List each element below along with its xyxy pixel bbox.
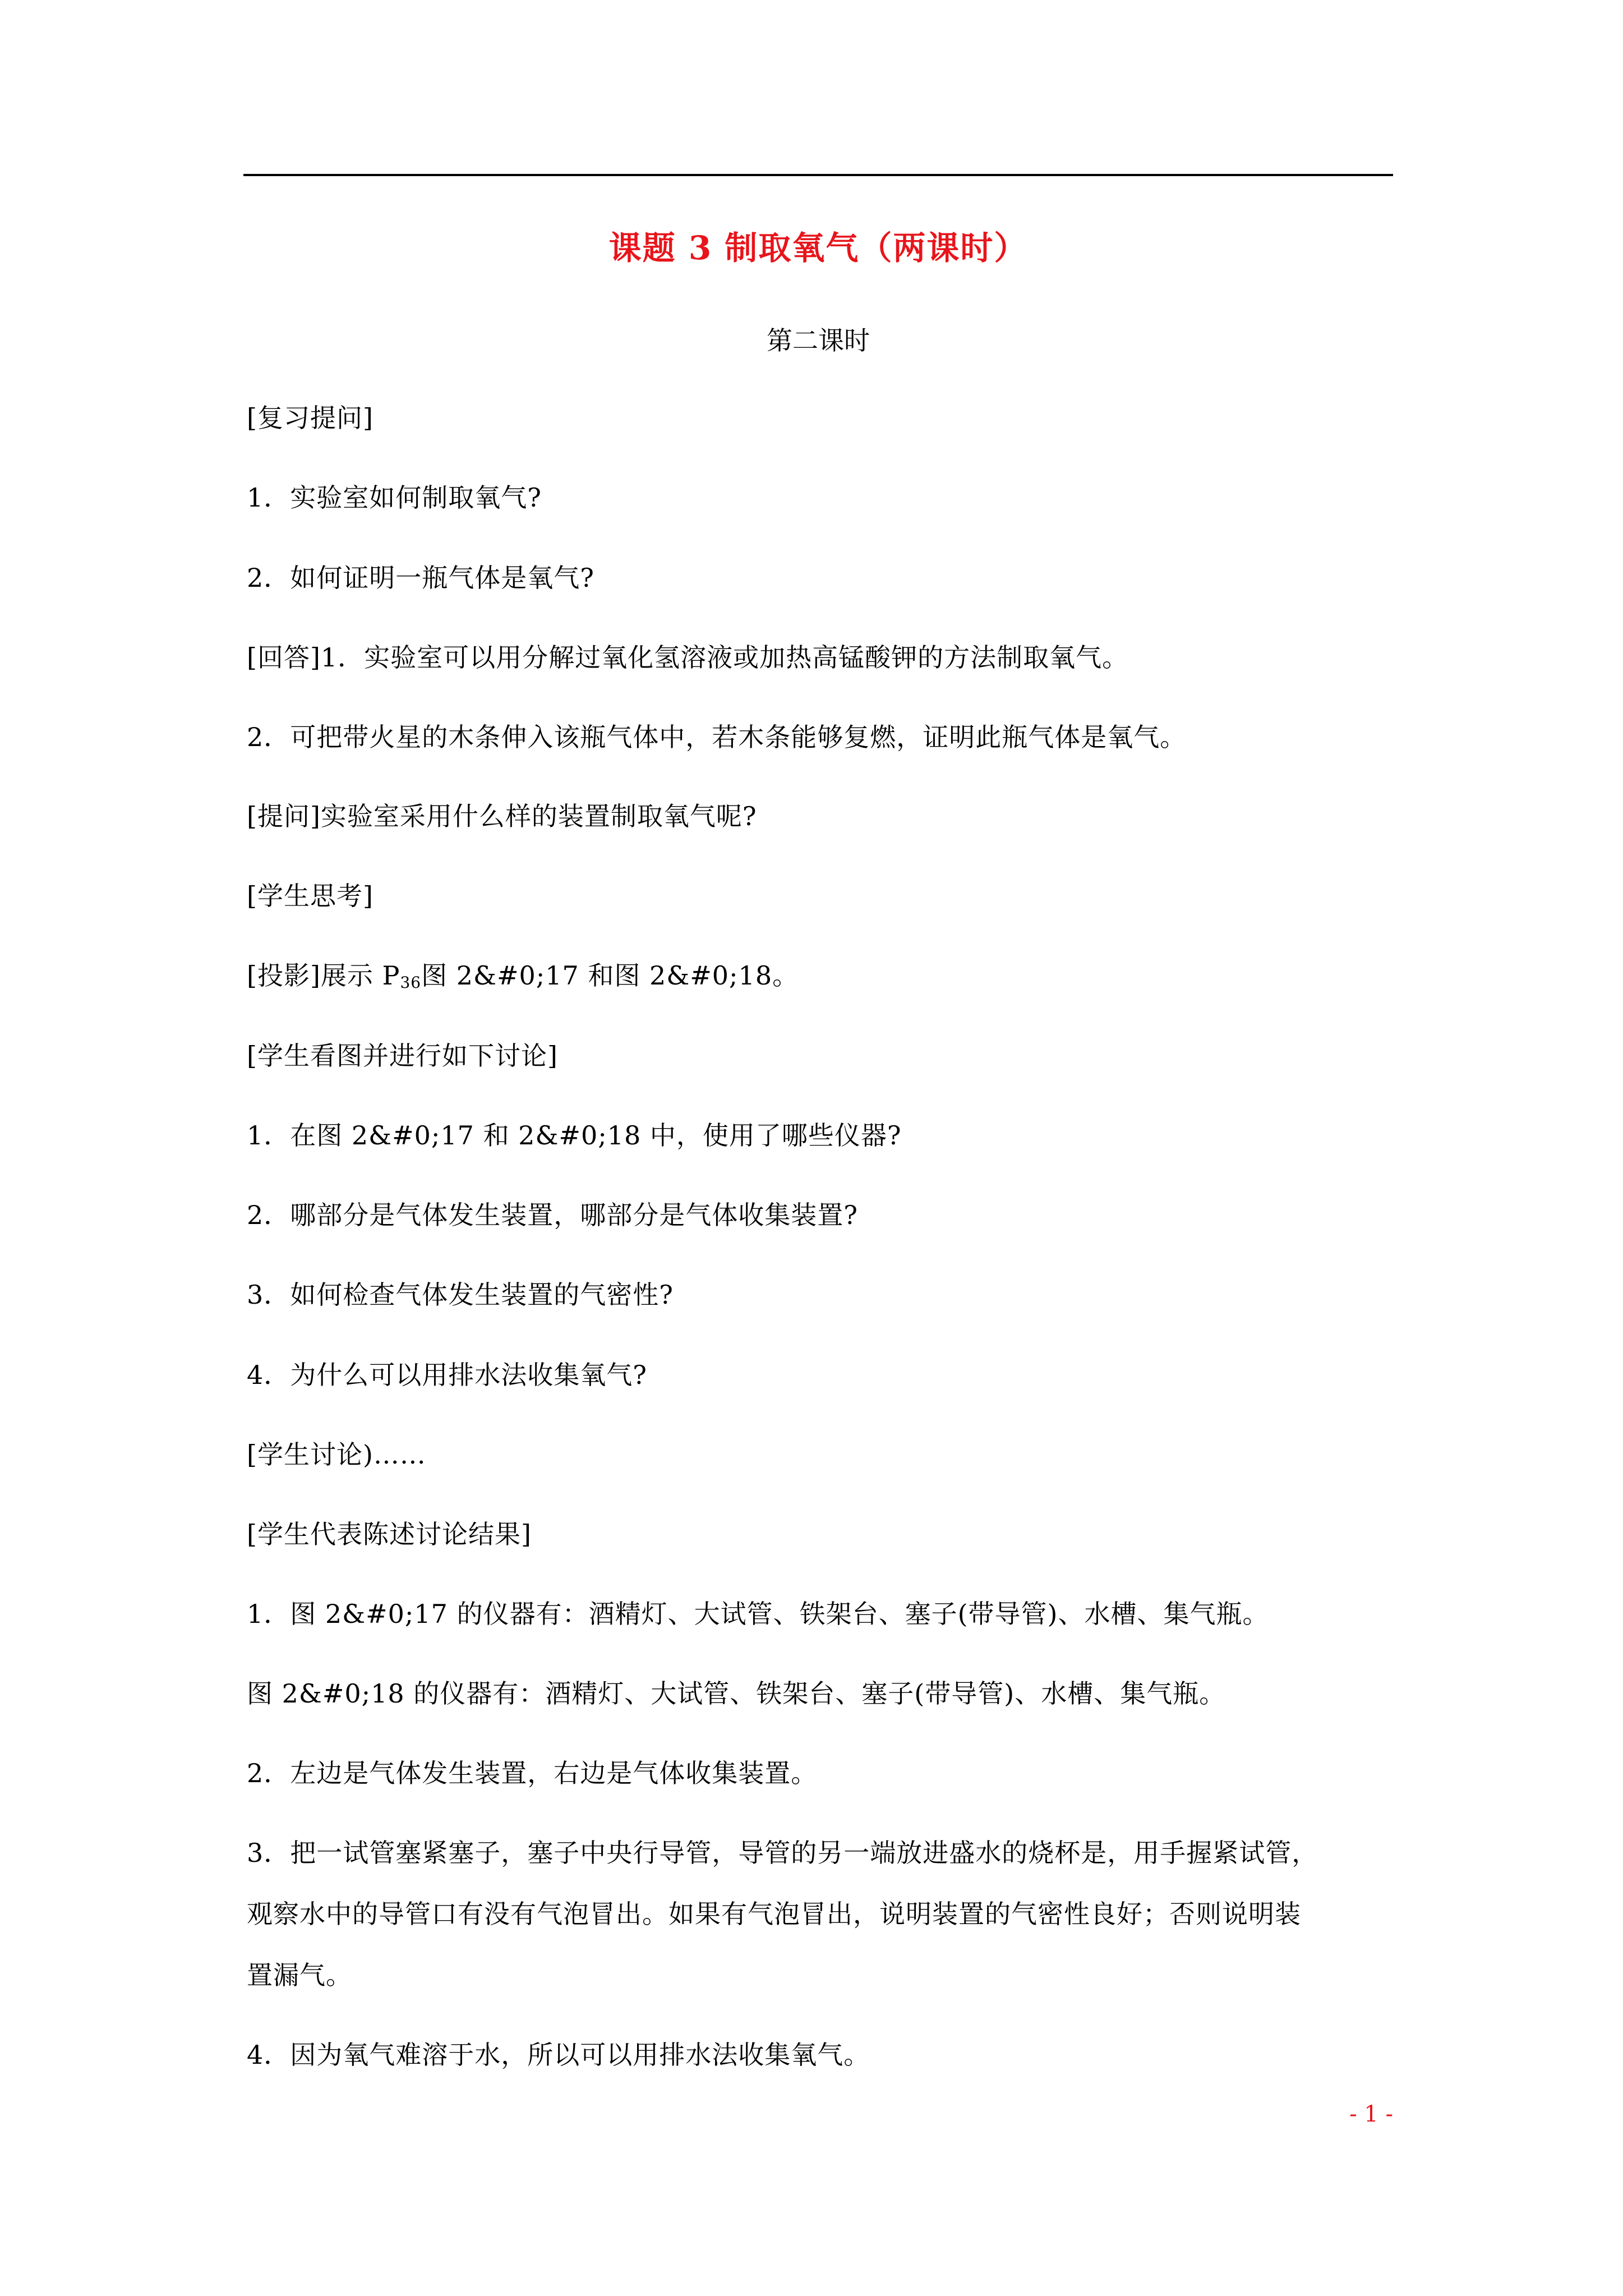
paragraph-result-3-line3: 置漏气。 <box>247 1960 352 1990</box>
paragraph-result-3-line1: 3．把一试管塞紧塞子，塞子中央行导管，导管的另一端放进盛水的烧杯是，用手握紧试管， <box>247 1838 1318 1868</box>
paragraph-discussion-q2: 2．哪部分是气体发生装置，哪部分是气体收集装置? <box>247 1200 858 1230</box>
paragraph-results-heading: [学生代表陈述讨论结果] <box>247 1519 532 1549</box>
lesson-title: 课题 3 制取氧气（两课时） <box>608 229 1028 267</box>
paragraph-result-3-line2: 观察水中的导管口有没有气泡冒出。如果有气泡冒出，说明装置的气密性良好；否则说明装 <box>247 1899 1301 1929</box>
projection-text-end: 图 2&#0;17 和图 2&#0;18。 <box>421 960 799 991</box>
paragraph-result-2: 2．左边是气体发生装置，右边是气体收集装置。 <box>247 1758 818 1788</box>
paragraph-projection <box>247 960 1393 991</box>
paragraph-result-1b: 图 2&#0;18 的仪器有：酒精灯、大试管、铁架台、塞子(带导管)、水槽、集气瓶。 <box>247 1678 1226 1709</box>
paragraph-discussion-q3: 3．如何检查气体发生装置的气密性? <box>247 1280 674 1310</box>
paragraph-question-1: 1．实验室如何制取氧气? <box>247 482 542 513</box>
projection-page-subscript: 36 <box>400 973 422 992</box>
paragraph-discussion-heading: [学生看图并进行如下讨论] <box>247 1041 558 1071</box>
projection-text-start: [投影]展示 P <box>247 960 400 991</box>
paragraph-ask-apparatus: [提问]实验室采用什么样的装置制取氧气呢? <box>247 801 757 831</box>
paragraph-student-thinking: [学生思考] <box>247 881 374 911</box>
paragraph-student-discussion: [学生讨论)…… <box>247 1439 426 1470</box>
paragraph-discussion-q4: 4．为什么可以用排水法收集氧气? <box>247 1360 647 1390</box>
paragraph-question-2: 2．如何证明一瓶气体是氧气? <box>247 563 594 593</box>
paragraph-discussion-q1: 1．在图 2&#0;17 和 2&#0;18 中，使用了哪些仪器? <box>247 1120 902 1151</box>
paragraph-answer-2: 2．可把带火星的木条伸入该瓶气体中，若木条能够复燃，证明此瓶气体是氧气。 <box>247 722 1187 752</box>
paragraph-result-4: 4．因为氧气难溶于水，所以可以用排水法收集氧气。 <box>247 2040 870 2070</box>
paragraph-answer-1: [回答]1．实验室可以用分解过氧化氢溶液或加热高锰酸钾的方法制取氧气。 <box>247 642 1129 673</box>
lesson-subtitle: 第二课时 <box>767 325 870 356</box>
page-number: - 1 - <box>1349 2101 1393 2127</box>
paragraph-review-heading: [复习提问] <box>247 403 374 433</box>
header-rule <box>243 174 1393 176</box>
paragraph-result-1: 1．图 2&#0;17 的仪器有：酒精灯、大试管、铁架台、塞子(带导管)、水槽、集气瓶。 <box>247 1599 1269 1629</box>
